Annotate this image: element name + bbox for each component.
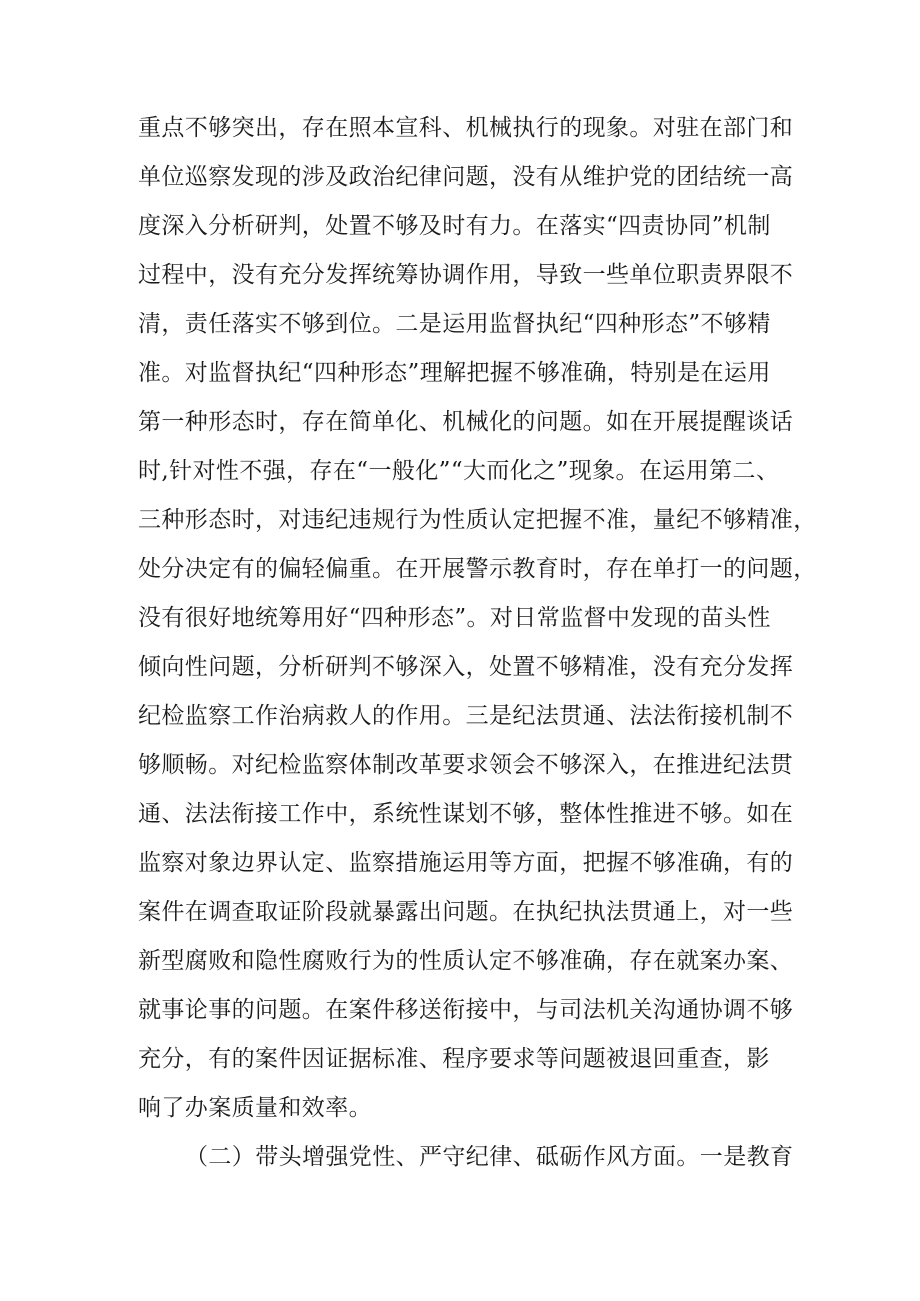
- body-text-line: 没有很好地统筹用好“四种形态”。对日常监督中发现的苗头性: [138, 605, 771, 631]
- body-text-line: 三种形态时，对违纪违规行为性质认定把握不准，量纪不够精准，: [138, 507, 817, 533]
- body-text-line: 通、法法衔接工作中，系统性谋划不够，整体性推进不够。如在: [138, 801, 794, 827]
- body-text-line: 倾向性问题，分析研判不够深入，处置不够精准，没有充分发挥: [138, 654, 794, 680]
- body-text-line: 案件在调查取证阶段就暴露出问题。在执纪执法贯通上，对一些: [138, 899, 794, 925]
- section-heading: （二）带头增强党性、严守纪律、砥砺作风方面。一是教育: [185, 1144, 794, 1170]
- body-text-line: 准。对监督执纪“四种形态”理解把握不够准确，特别是在运用: [138, 360, 771, 386]
- body-text-line: 监察对象边界认定、监察措施运用等方面，把握不够准确，有的: [138, 850, 794, 876]
- body-text-line: 处分决定有的偏轻偏重。在开展警示教育时，存在单打一的问题，: [138, 556, 817, 582]
- body-text-line: 清，责任落实不够到位。二是运用监督执纪“四种形态”不够精: [138, 311, 771, 337]
- body-text-line: 纪检监察工作治病救人的作用。三是纪法贯通、法法衔接机制不: [138, 703, 794, 729]
- body-text-line: 够顺畅。对纪检监察体制改革要求领会不够深入，在推进纪法贯: [138, 752, 794, 778]
- body-text-line: 响了办案质量和效率。: [138, 1095, 372, 1121]
- body-text-line: 重点不够突出，存在照本宣科、机械执行的现象。对驻在部门和: [138, 115, 794, 141]
- body-text-line: 就事论事的问题。在案件移送衔接中，与司法机关沟通协调不够: [138, 997, 794, 1023]
- body-text-line: 单位巡察发现的涉及政治纪律问题，没有从维护党的团结统一高: [138, 164, 794, 190]
- body-text-line: 充分，有的案件因证据标准、程序要求等问题被退回重查，影: [138, 1046, 770, 1072]
- body-text-line: 时,针对性不强，存在“一般化”“大而化之”现象。在运用第二、: [138, 458, 780, 484]
- body-text-line: 过程中，没有充分发挥统筹协调作用，导致一些单位职责界限不: [138, 262, 794, 288]
- body-text-line: 新型腐败和隐性腐败行为的性质认定不够准确，存在就案办案、: [138, 948, 794, 974]
- body-text-line: 度深入分析研判，处置不够及时有力。在落实“四责协同”机制: [138, 213, 771, 239]
- body-text-line: 第一种形态时，存在简单化、机械化的问题。如在开展提醒谈话: [138, 409, 794, 435]
